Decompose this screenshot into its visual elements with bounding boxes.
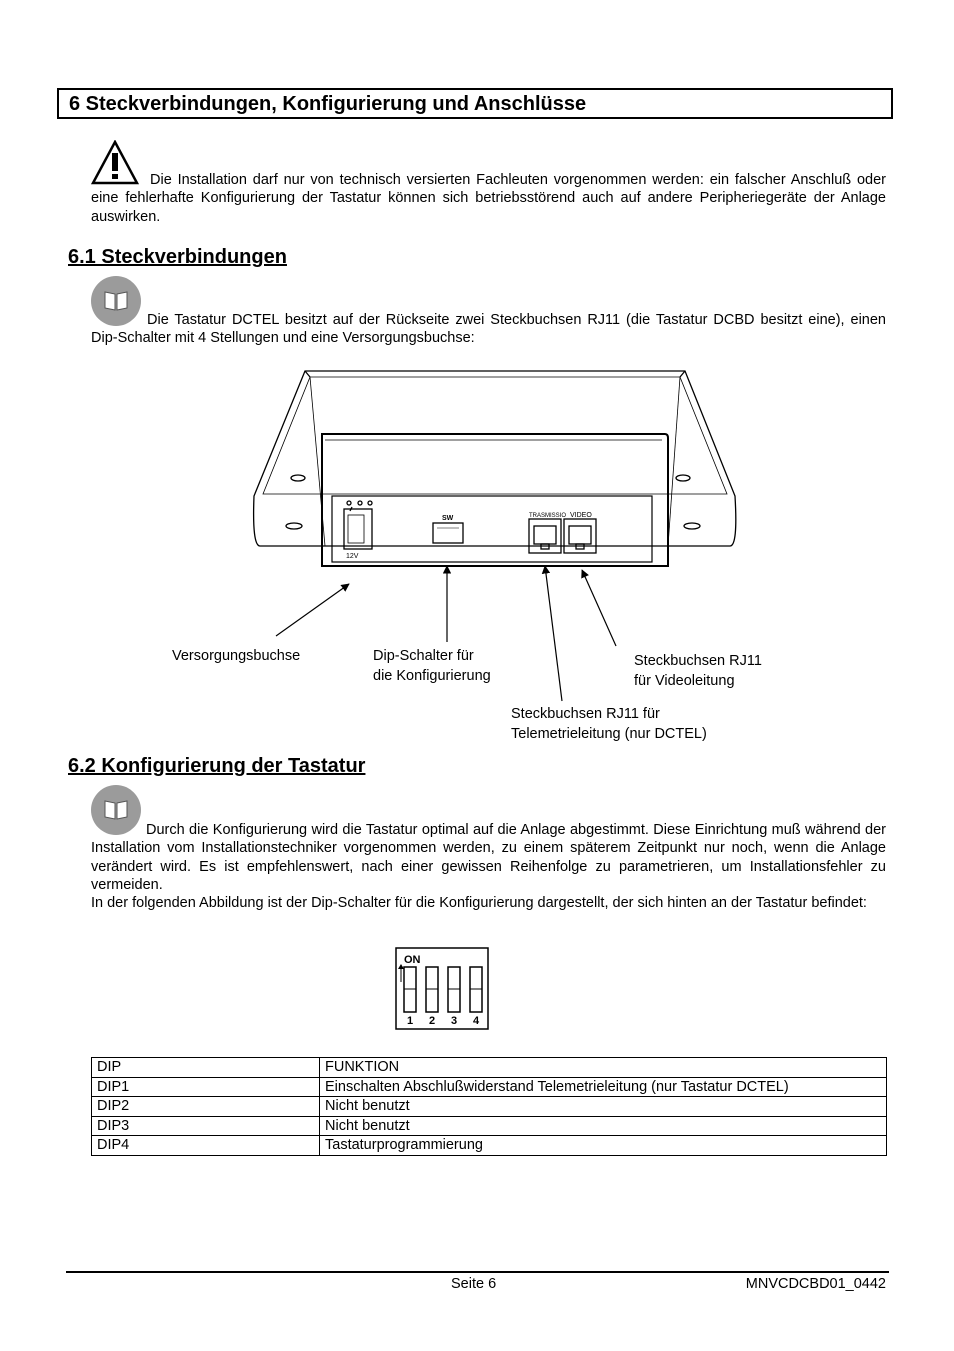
- tele-label: TRASMISSIO: [529, 513, 567, 519]
- table-row: [92, 1136, 887, 1156]
- table-row: [92, 1097, 887, 1117]
- caption-tele-line2: Telemetrieleitung (nur DCTEL): [511, 725, 707, 742]
- intro-text-6-1: Die Tastatur DCTEL besitzt auf der Rückseite zwei Steckbuchsen RJ11 (die Tastatur DCBD besitzt eine), einen Dip-Schalter mit 4 Stellungen und eine Versorgungsbuchse:: [91, 312, 886, 347]
- table-cell: DIP4: [92, 1136, 320, 1156]
- sw-label: SW: [442, 515, 454, 522]
- dip-number-1: 1: [406, 1015, 414, 1027]
- dip-switch-figure: [395, 947, 490, 1031]
- caption-tele-line1: Steckbuchsen RJ11 für: [511, 706, 660, 722]
- caption-dip: [373, 647, 491, 686]
- caption-power: Versorgungsbuchse: [172, 648, 301, 664]
- dip-function-table: [91, 1057, 887, 1156]
- config-paragraph-1: Durch die Konfigurierung wird die Tastatur optimal auf die Anlage abgestimmt. Diese Einrichtung muß während der Installation vom Installationstechniker vorgenommen werden, zu einem späterem Zeitpunkt nur noch, wenn die Anlage verändert wird. Es ist empfehlenswert, nach einer gewissen Reihenfolge zu parametrieren, um Installationsfehler zu vermeiden.: [91, 822, 886, 893]
- table-cell: DIP3: [92, 1116, 320, 1136]
- caption-video-line2: für Videoleitung: [634, 672, 735, 689]
- video-label: VIDEO: [570, 512, 592, 519]
- dip-number-2: 2: [428, 1015, 436, 1027]
- page-number: Seite 6: [451, 1276, 497, 1292]
- table-cell: Nicht benutzt: [320, 1116, 887, 1136]
- table-row: [92, 1077, 887, 1097]
- table-header-row: [92, 1058, 887, 1078]
- power-label: 12V: [346, 553, 359, 560]
- table-cell: Tastaturprogrammierung: [320, 1136, 887, 1156]
- document-id: MNVCDCBD01_0442: [745, 1276, 886, 1292]
- caption-dip-line1: Dip-Schalter für: [373, 648, 474, 664]
- warning-text: Die Installation darf nur von technisch versierten Fachleuten vorgenommen werden: ein falscher Anschluß oder eine fehlerhafte Konfigurierung der Tastatur können sich betriebsstörend auch auf andere Peripheriegeräte der Anlage auswirken.: [91, 172, 886, 225]
- table-cell: DIP1: [92, 1077, 320, 1097]
- dip-number-4: 4: [472, 1015, 480, 1027]
- config-text: [91, 821, 886, 912]
- footer-divider: [66, 1271, 889, 1273]
- dip-on-label: ON: [404, 954, 421, 966]
- section-title: 6 Steckverbindungen, Konfigurierung und Anschlüsse: [57, 88, 893, 119]
- table-header-cell: FUNKTION: [320, 1058, 887, 1078]
- table-header-cell: DIP: [92, 1058, 320, 1078]
- table-cell: Einschalten Abschlußwiderstand Telemetrieleitung (nur Tastatur DCTEL): [320, 1077, 887, 1097]
- config-paragraph-2: In der folgenden Abbildung ist der Dip-Schalter für die Konfigurierung dargestellt, der sich hinten an der Tastatur befindet:: [91, 895, 867, 912]
- caption-video: [634, 652, 762, 691]
- subsection-title-6-1: 6.1 Steckverbindungen: [68, 246, 287, 268]
- subsection-title-6-2: 6.2 Konfigurierung der Tastatur: [68, 755, 366, 777]
- caption-tele: [511, 705, 707, 744]
- table-row: [92, 1116, 887, 1136]
- caption-dip-line2: die Konfigurierung: [373, 667, 491, 684]
- caption-video-line1: Steckbuchsen RJ11: [634, 653, 762, 669]
- table-cell: Nicht benutzt: [320, 1097, 887, 1117]
- dip-number-3: 3: [450, 1015, 458, 1027]
- table-cell: DIP2: [92, 1097, 320, 1117]
